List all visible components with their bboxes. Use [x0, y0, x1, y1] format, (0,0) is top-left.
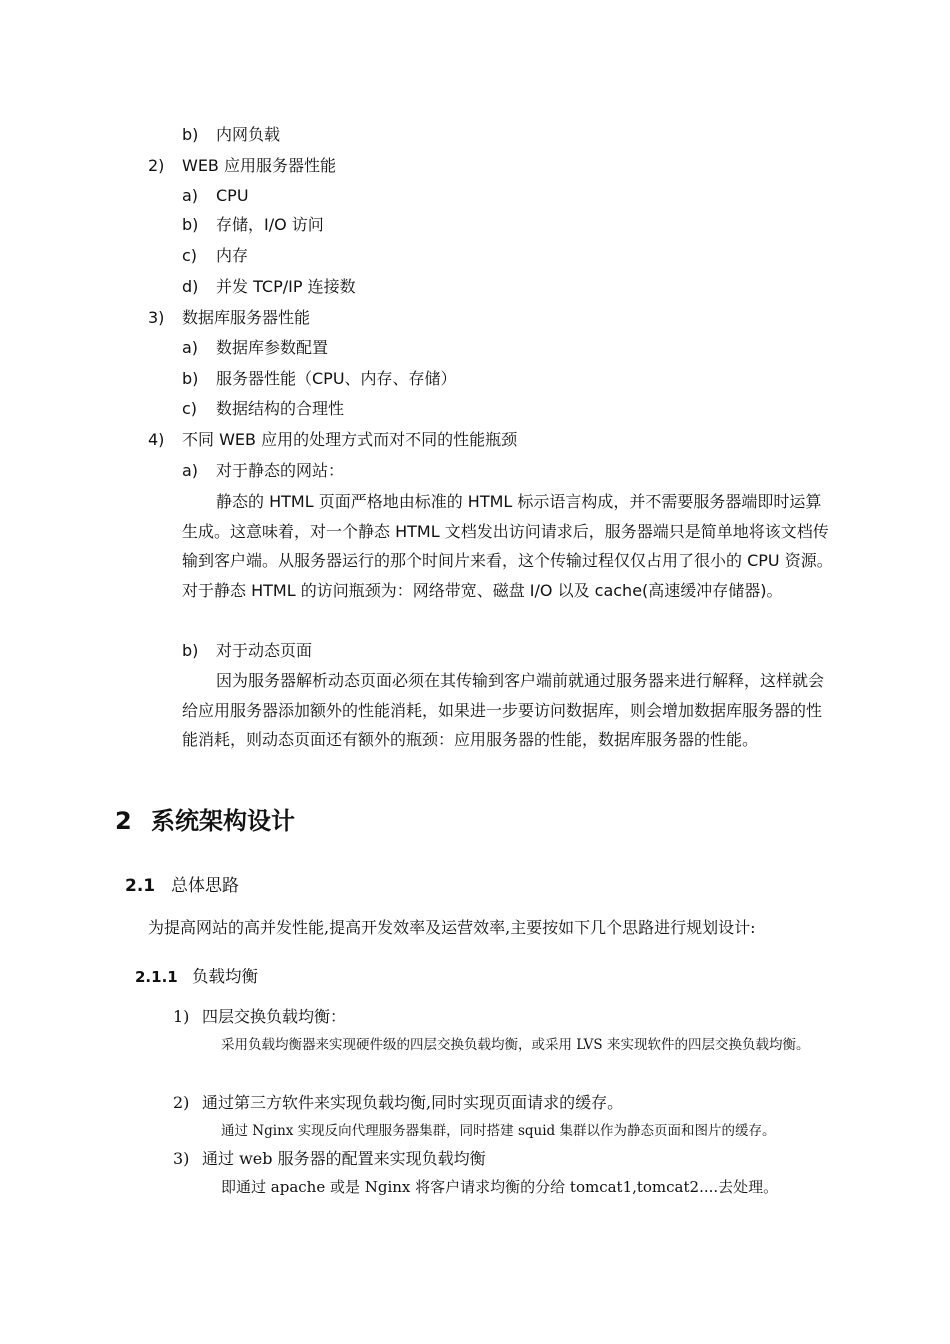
dynamic-page-paragraph: 因为服务器解析动态页面必须在其传输到客户端前就通过服务器来进行解释，这样就会给应用服务器添加额外的性能消耗，如果进一步要访问数据库，则会增加数据库服务器的性能消耗，则动态页面还有额外的瓶颈：应用服务器的性能，数据库服务器的性能。 — [182, 671, 825, 749]
list-item-text: 通过 web 服务器的配置来实现负载均衡 — [202, 1149, 486, 1168]
list-item-text: 四层交换负载均衡： — [202, 1007, 347, 1026]
list-marker: c) — [182, 399, 198, 418]
list-marker: d) — [182, 277, 199, 296]
list-item — [173, 1148, 486, 1170]
list-marker: 1) — [173, 1007, 190, 1026]
list-item-text: 并发 TCP/IP 连接数 — [216, 277, 356, 296]
list-item — [182, 276, 356, 298]
list-item-detail: 采用负载均衡器来实现硬件级的四层交换负载均衡，或采用 LVS 来实现软件的四层交换负载均衡。 — [221, 1037, 810, 1053]
list-item-text: 通过第三方软件来实现负载均衡,同时实现页面请求的缓存。 — [202, 1093, 624, 1112]
list-marker: b) — [182, 125, 199, 144]
list-marker: 3) — [173, 1149, 190, 1168]
list-item-text: WEB 应用服务器性能 — [182, 156, 336, 175]
subsubsection-heading — [135, 965, 258, 989]
list-marker: b) — [182, 369, 199, 388]
subsection-number: 2.1 — [125, 876, 156, 896]
section-heading — [115, 806, 295, 836]
list-item — [148, 155, 336, 177]
list-marker: 3) — [148, 308, 165, 327]
list-item — [182, 337, 328, 359]
section-title: 系统架构设计 — [151, 807, 295, 835]
subsection-title: 总体思路 — [171, 876, 239, 896]
list-item — [148, 307, 310, 329]
list-marker: 4) — [148, 430, 165, 449]
list-item-text: 对于静态的网站： — [216, 461, 345, 480]
list-item-text: 内存 — [216, 246, 249, 265]
list-marker: 2) — [148, 156, 165, 175]
list-item-text: 对于动态页面 — [216, 641, 313, 660]
list-marker: b) — [182, 215, 199, 234]
list-item — [182, 368, 457, 390]
list-item — [182, 460, 344, 482]
list-item-detail: 即通过 apache 或是 Nginx 将客户请求均衡的分给 tomcat1,tomcat2....去处理。 — [221, 1178, 779, 1196]
list-marker: a) — [182, 461, 199, 480]
subsection-heading — [125, 874, 239, 898]
list-item-detail: 通过 Nginx 实现反向代理服务器集群，同时搭建 squid 集群以作为静态页面和图片的缓存。 — [221, 1123, 776, 1139]
list-item — [182, 214, 324, 236]
list-item-text: 内网负载 — [216, 125, 281, 144]
static-page-paragraph: 静态的 HTML 页面严格地由标准的 HTML 标示语言构成，并不需要服务器端即时运算生成。这意味着，对一个静态 HTML 文档发出访问请求后，服务器端只是简单地将该文档传输到客户端。从服务器运行的那个时间片来看，这个传输过程仅仅占用了很小的 CPU 资源。对于静态 HTML 的访问瓶颈为：网络带宽、磁盘 I/O 以及 cache(高速缓冲存储器)。 — [182, 492, 833, 600]
subsubsection-number: 2.1.1 — [135, 968, 178, 986]
list-item-text: 数据库服务器性能 — [182, 308, 311, 327]
list-item — [182, 124, 280, 146]
list-marker: 2) — [173, 1093, 190, 1112]
list-item-text: 服务器性能（CPU、内存、存储） — [216, 369, 457, 388]
list-item — [148, 429, 517, 451]
list-item — [182, 398, 344, 420]
list-marker: b) — [182, 641, 199, 660]
intro-text: 为提高网站的高并发性能,提高开发效率及运营效率,主要按如下几个思路进行规划设计: — [148, 918, 756, 937]
list-item — [173, 1092, 623, 1114]
list-item-text: 数据库参数配置 — [216, 338, 329, 357]
list-item — [182, 640, 312, 662]
list-item — [182, 185, 249, 207]
list-item — [173, 1006, 346, 1028]
subsubsection-title: 负载均衡 — [192, 967, 258, 986]
list-item-text: 数据结构的合理性 — [216, 399, 345, 418]
section-number: 2 — [115, 807, 132, 835]
list-item-text: 不同 WEB 应用的处理方式而对不同的性能瓶颈 — [182, 430, 518, 449]
list-item — [182, 245, 248, 267]
list-marker: c) — [182, 246, 198, 265]
list-marker: a) — [182, 186, 199, 205]
list-item-text: 存储，I/O 访问 — [216, 215, 324, 234]
list-item-text: CPU — [216, 186, 249, 205]
list-marker: a) — [182, 338, 199, 357]
